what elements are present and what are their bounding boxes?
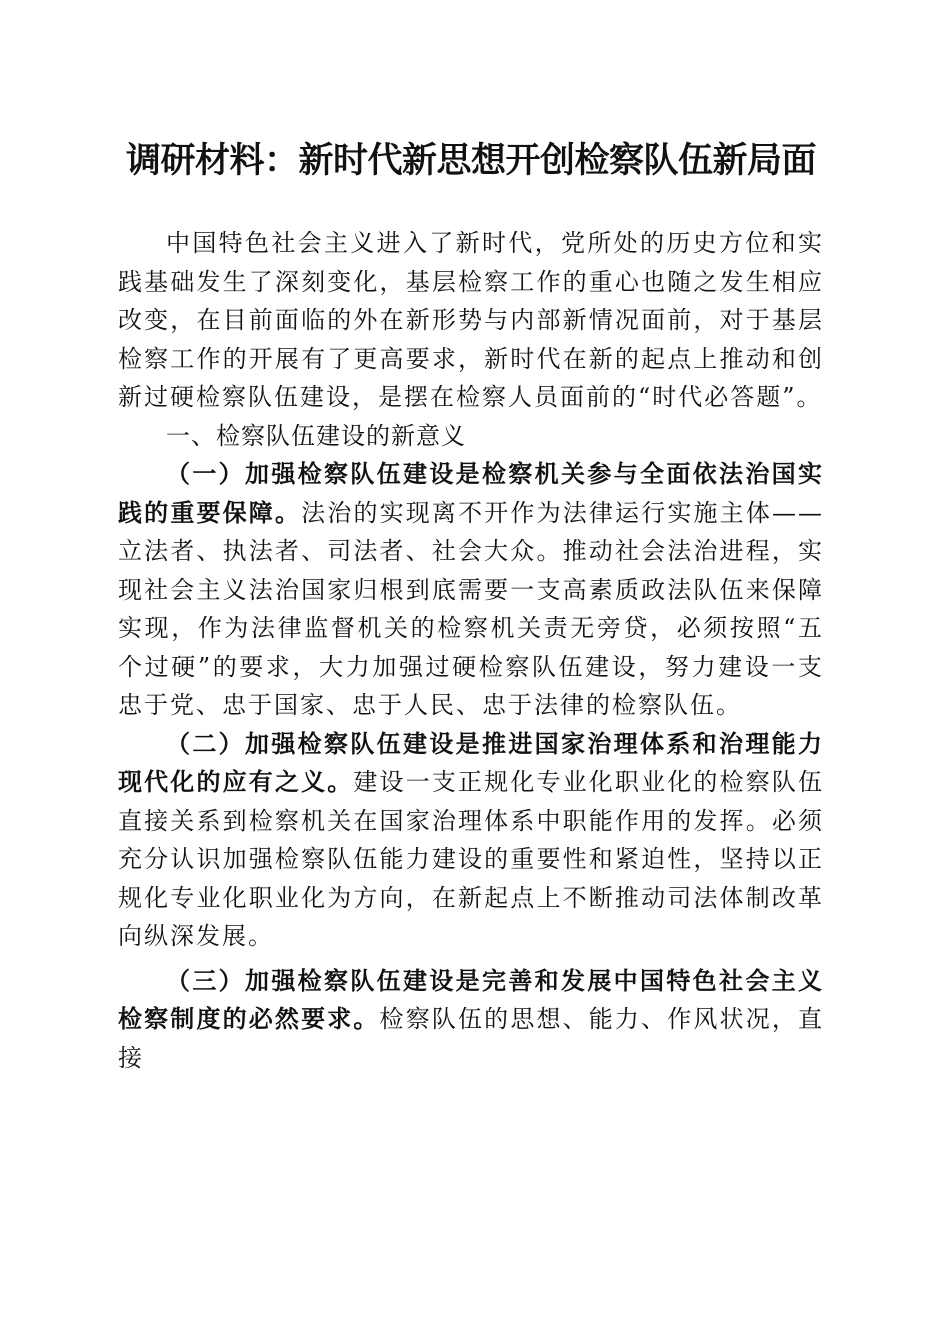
point-lead-2: （二）加强检察队伍建设是推进国家治理体系和治理能力现代化的应有之义。 — [118, 728, 824, 796]
point-paragraph-1 — [118, 455, 824, 725]
point-lead-1: （一）加强检察队伍建设是检察机关参与全面依法治国实践的重要保障。 — [118, 459, 824, 527]
point-paragraph-3 — [118, 962, 824, 1078]
point-text-3: 检察队伍的思想、能力、作风状况，直接 — [118, 1005, 825, 1072]
document-page — [118, 0, 824, 1344]
point-text-1: 法治的实现离不开作为法律运行实施主体——立法者、执法者、司法者、社会大众。推动社会法治进程，实现社会主义法治国家归根到底需要一支高素质政法队伍来保障实现，作为法律监督机关的检察机关责无旁贷，必须按照“五个过硬”的要求，大力加强过硬检察队伍建设，努力建设一支忠于党、忠于国家、忠于人民、忠于法律的检察队伍。 — [118, 498, 825, 719]
document-title: 调研材料：新时代新思想开创检察队伍新局面 — [125, 140, 816, 181]
point-lead-3: （三）加强检察队伍建设是完善和发展中国特色社会主义检察制度的必然要求。 — [118, 965, 824, 1033]
document-body — [118, 224, 824, 1077]
section-heading-1: 一、检察队伍建设的新意义 — [166, 421, 466, 450]
point-paragraph-2 — [118, 725, 824, 956]
intro-paragraph: 中国特色社会主义进入了新时代，党所处的历史方位和实践基础发生了深刻变化，基层检察工作的重心也随之发生相应改变，在目前面临的外在新形势与内部新情况面前，对于基层检察工作的开展有了更高要求，新时代在新的起点上推动和创新过硬检察队伍建设，是摆在检察人员面前的“时代必答题”。 — [118, 229, 824, 411]
point-text-2: 建设一支正规化专业化职业化的检察队伍直接关系到检察机关在国家治理体系中职能作用的发挥。必须充分认识加强检察队伍能力建设的重要性和紧迫性，坚持以正规化专业化职业化为方向，在新起点上不断推动司法体制改革向纵深发展。 — [118, 768, 825, 950]
